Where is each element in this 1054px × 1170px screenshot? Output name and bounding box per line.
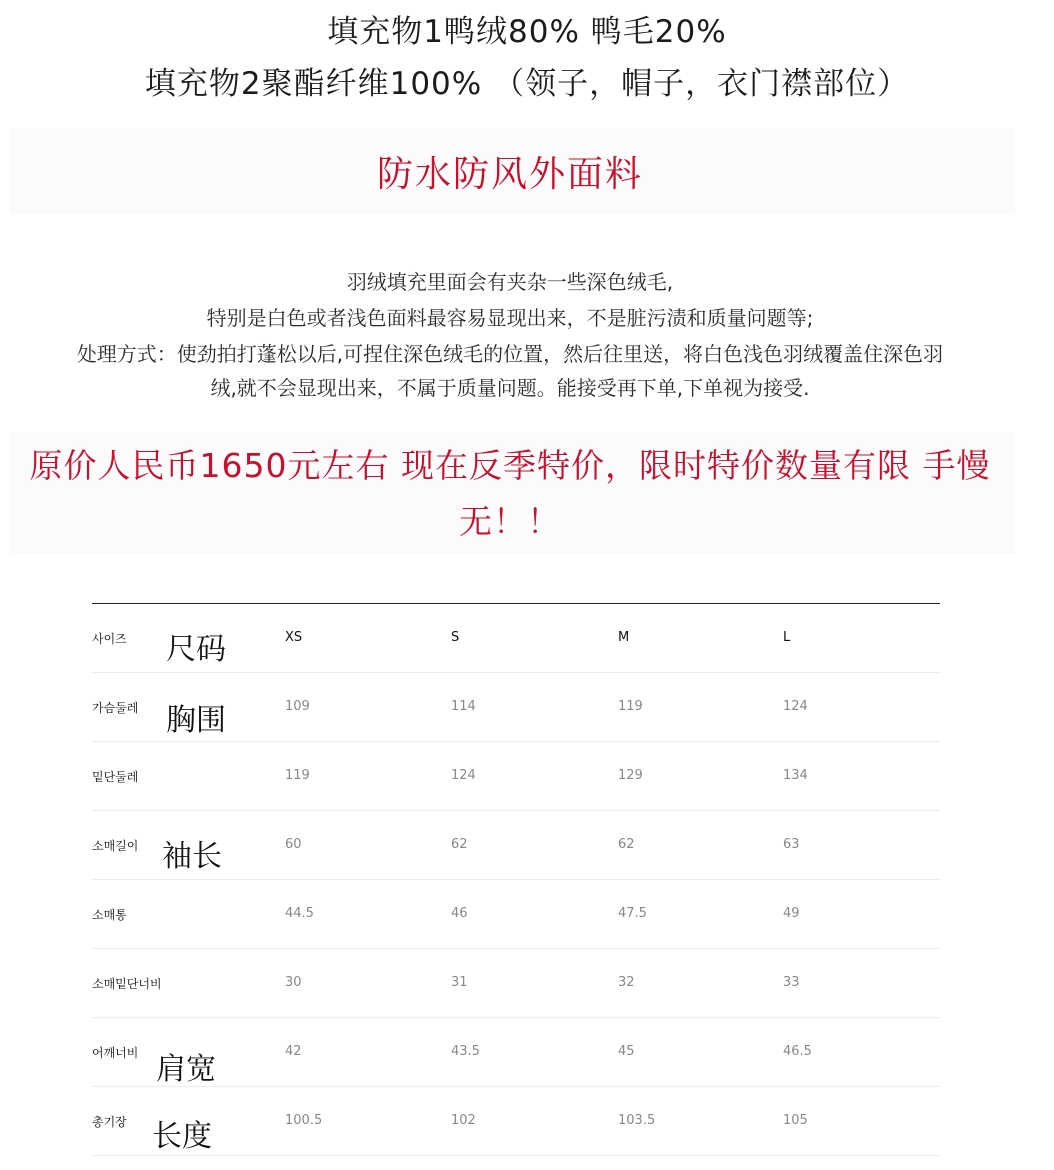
size-table: [92, 603, 940, 1156]
table-cell: L: [783, 630, 791, 645]
table-cell: 109: [285, 699, 310, 714]
row-label-ko: 가슴둘레: [92, 701, 139, 715]
table-row: [92, 880, 940, 949]
table-cell: 102: [451, 1113, 476, 1128]
table-cell: 63: [783, 837, 800, 852]
table-cell: 44.5: [285, 906, 314, 921]
table-cell: 114: [451, 699, 476, 714]
table-cell: 47.5: [618, 906, 647, 921]
note-line-4: 绒,就不会显现出来，不属于质量问题。能接受再下单,下单视为接受.: [210, 376, 810, 400]
table-row: [92, 811, 940, 880]
row-label-ko: 사이즈: [92, 632, 127, 646]
table-cell: 33: [783, 975, 800, 990]
fabric-title: 防水防风外面料: [376, 154, 643, 195]
table-cell: 60: [285, 837, 302, 852]
table-cell: 124: [451, 768, 476, 783]
note-line-3: 处理方式：使劲拍打蓬松以后,可捏住深色绒毛的位置，然后往里送，将白色浅色羽绒覆盖住深色羽: [76, 342, 944, 366]
size-table-header-row: [92, 604, 940, 673]
table-cell: 62: [451, 837, 468, 852]
row-label-cn: 肩宽: [156, 1052, 216, 1087]
row-label-cn: 长度: [152, 1119, 212, 1154]
table-cell: 105: [783, 1113, 808, 1128]
table-cell: 119: [285, 768, 310, 783]
filling-line-2: 填充物2聚酯纤维100% （领子，帽子，衣门襟部位）: [144, 66, 910, 102]
row-label-ko: 소매밑단너비: [92, 977, 162, 991]
table-cell: S: [451, 630, 460, 645]
price-line-1: 原价人民币1650元左右 现在反季特价，限时特价数量有限 手慢: [29, 446, 991, 485]
table-cell: XS: [285, 630, 303, 645]
table-row: [92, 742, 940, 811]
note-line-2: 特别是白色或者浅色面料最容易显现出来，不是脏污渍和质量问题等;: [206, 306, 814, 330]
table-cell: M: [618, 630, 630, 645]
filling-line-1: 填充物1鸭绒80% 鸭毛20%: [327, 14, 727, 50]
row-label-ko: 총기장: [92, 1115, 127, 1129]
table-cell: 30: [285, 975, 302, 990]
table-cell: 100.5: [285, 1113, 323, 1128]
row-label-cn: 胸围: [166, 703, 226, 738]
table-cell: 62: [618, 837, 635, 852]
price-line-2: 无！！: [459, 502, 561, 541]
table-cell: 124: [783, 699, 808, 714]
table-cell: 119: [618, 699, 643, 714]
row-label-ko: 소매통: [92, 908, 127, 922]
row-label-ko: 어깨너비: [92, 1046, 139, 1060]
row-label-cn: 袖长: [162, 839, 222, 874]
table-row: [92, 673, 940, 742]
table-cell: 49: [783, 906, 800, 921]
table-cell: 42: [285, 1044, 302, 1059]
table-row: [92, 1018, 940, 1087]
table-cell: 134: [783, 768, 808, 783]
table-row: [92, 1087, 940, 1156]
table-cell: 43.5: [451, 1044, 480, 1059]
table-cell: 103.5: [618, 1113, 656, 1128]
table-cell: 46: [451, 906, 468, 921]
note-line-1: 羽绒填充里面会有夹杂一些深色绒毛,: [346, 270, 674, 294]
table-cell: 129: [618, 768, 643, 783]
table-cell: 32: [618, 975, 635, 990]
table-cell: 46.5: [783, 1044, 812, 1059]
table-row: [92, 949, 940, 1018]
row-label-cn: 尺码: [166, 632, 226, 667]
row-label-ko: 소매길이: [92, 839, 139, 853]
table-cell: 45: [618, 1044, 635, 1059]
table-cell: 31: [451, 975, 468, 990]
row-label-ko: 밑단둘레: [92, 770, 139, 784]
